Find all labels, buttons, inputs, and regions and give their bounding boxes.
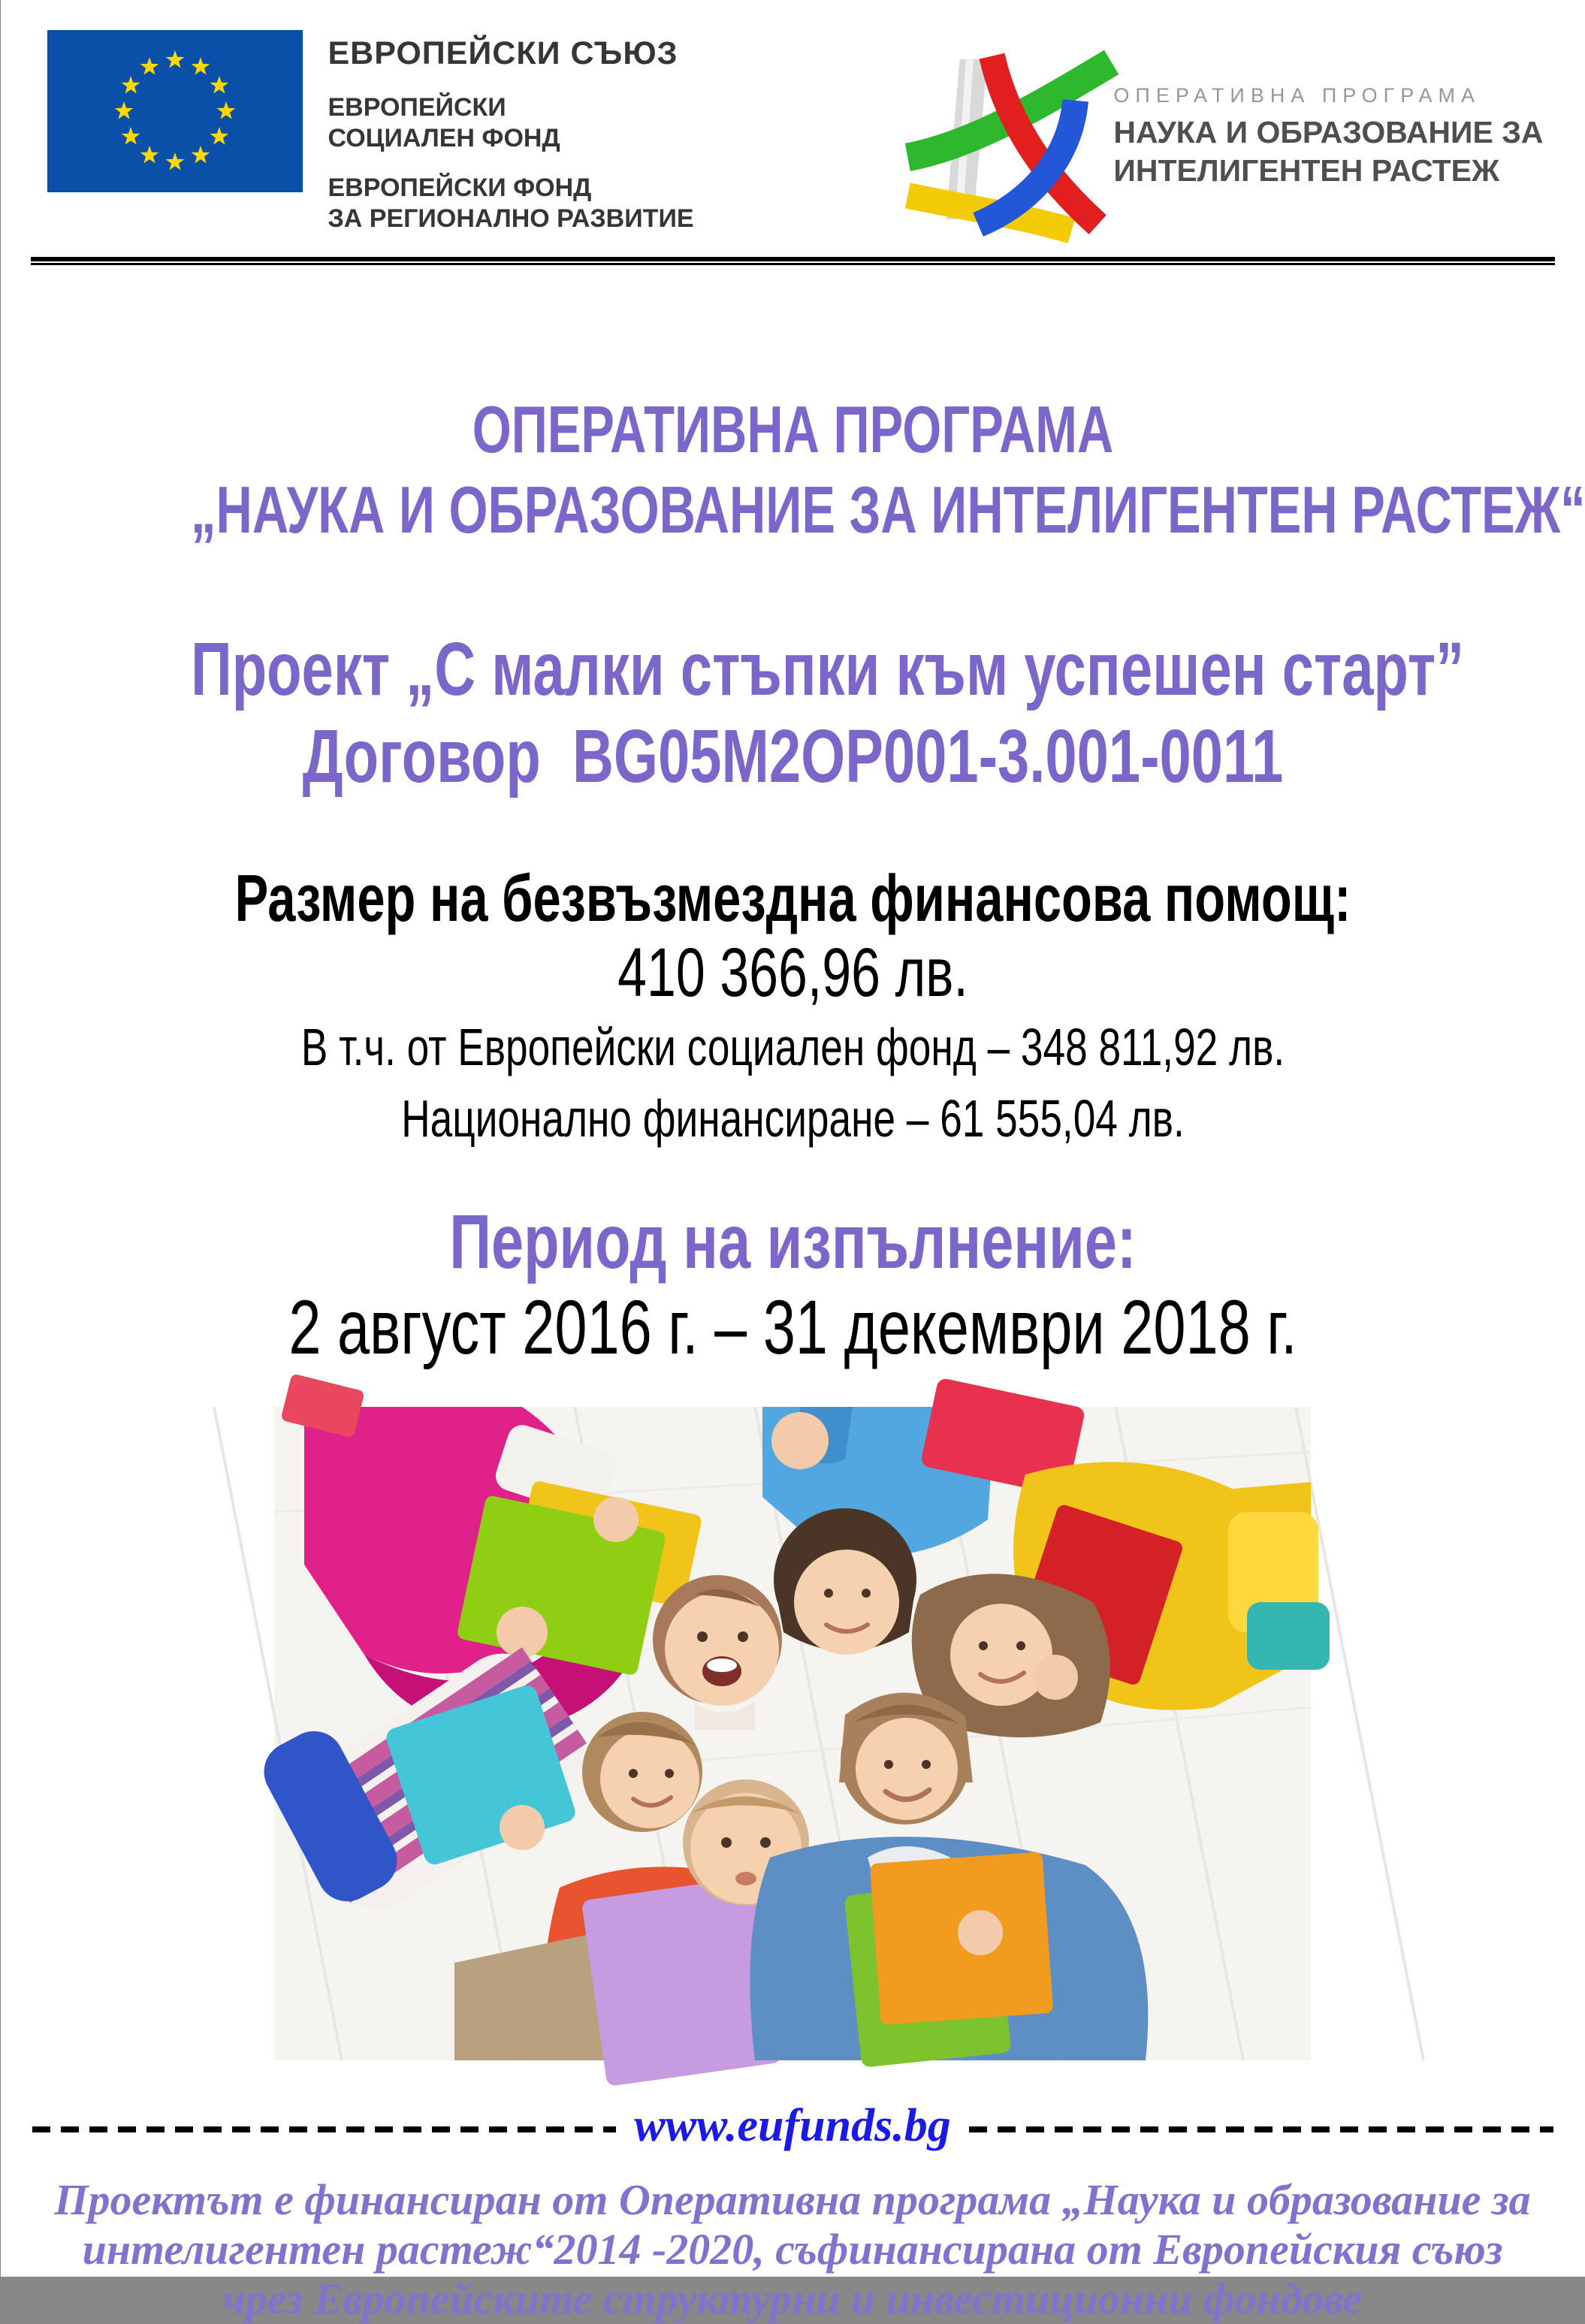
programme-title-line2: „НАУКА И ОБРАЗОВАНИЕ ЗА ИНТЕЛИГЕНТЕН РАСТЕЖ“ <box>190 472 1585 548</box>
funding-note-line3: чрез Европейските структурни и инвестиционни фондове <box>222 2274 1363 2324</box>
header-divider <box>31 257 1555 265</box>
eufunds-link[interactable]: www.eufunds.bg <box>634 2099 951 2151</box>
eu-union-label: ЕВРОПЕЙСКИ СЪЮЗ <box>328 35 678 71</box>
header <box>1 0 1585 234</box>
grant-title: Размер на безвъзмездна финансова помощ: <box>234 860 1351 935</box>
funding-note <box>1 2175 1585 2324</box>
dashed-line-left <box>32 2126 617 2132</box>
children-photo-image <box>274 1407 1311 2060</box>
programme-title-line1: ОПЕРАТИВНА ПРОГРАМА <box>472 391 1113 466</box>
document-body <box>1 389 1585 2060</box>
project-title <box>1 626 1585 800</box>
dashed-line-right <box>969 2126 1553 2132</box>
project-contract-line: Договор BG05M2OP001-3.001-0011 <box>302 714 1283 798</box>
eu-logo-text <box>328 30 694 234</box>
grant-national-share: Национално финансиране – 61 555,04 лв. <box>400 1088 1185 1148</box>
period-section <box>1 1199 1585 1369</box>
children-photo <box>274 1407 1311 2060</box>
op-kicker-label: ОПЕРАТИВНА ПРОГРАМА <box>1113 84 1481 107</box>
operational-programme-logo <box>910 30 1543 222</box>
grant-esf-share: В т.ч. от Европейски социален фонд – 348 811,92 лв. <box>300 1018 1285 1077</box>
grant-amount: 410 366,96 лв. <box>617 934 968 1012</box>
op-ribbons-icon <box>910 30 1113 222</box>
eufunds-row <box>32 2099 1553 2160</box>
grant-section <box>1 862 1585 1154</box>
funding-note-line2: интелигентен растеж“2014 -2020, съфинансирана от Европейския съюз <box>82 2225 1503 2274</box>
programme-title <box>1 389 1585 551</box>
period-title: Период на изпълнение: <box>448 1199 1137 1285</box>
eu-logo <box>47 30 694 234</box>
eu-flag-icon <box>47 30 303 192</box>
eu-social-fund-label: ЕВРОПЕЙСКИ СОЦИАЛЕН ФОНД <box>328 92 560 152</box>
op-name-label: НАУКА И ОБРАЗОВАНИЕ ЗА ИНТЕЛИГЕНТЕН РАСТЕЖ <box>1113 115 1544 188</box>
op-logo-text <box>1113 30 1543 190</box>
poster-page <box>1 0 1585 2324</box>
eu-regional-fund-label: ЕВРОПЕЙСКИ ФОНД ЗА РЕГИОНАЛНО РАЗВИТИЕ <box>328 174 694 234</box>
period-dates: 2 август 2016 г. – 31 декември 2018 г. <box>288 1284 1297 1370</box>
funding-note-line1: Проектът е финансиран от Оперативна програма „Наука и образование за <box>54 2175 1531 2224</box>
project-name-line: Проект „С малки стъпки към успешен старт” <box>190 626 1464 711</box>
